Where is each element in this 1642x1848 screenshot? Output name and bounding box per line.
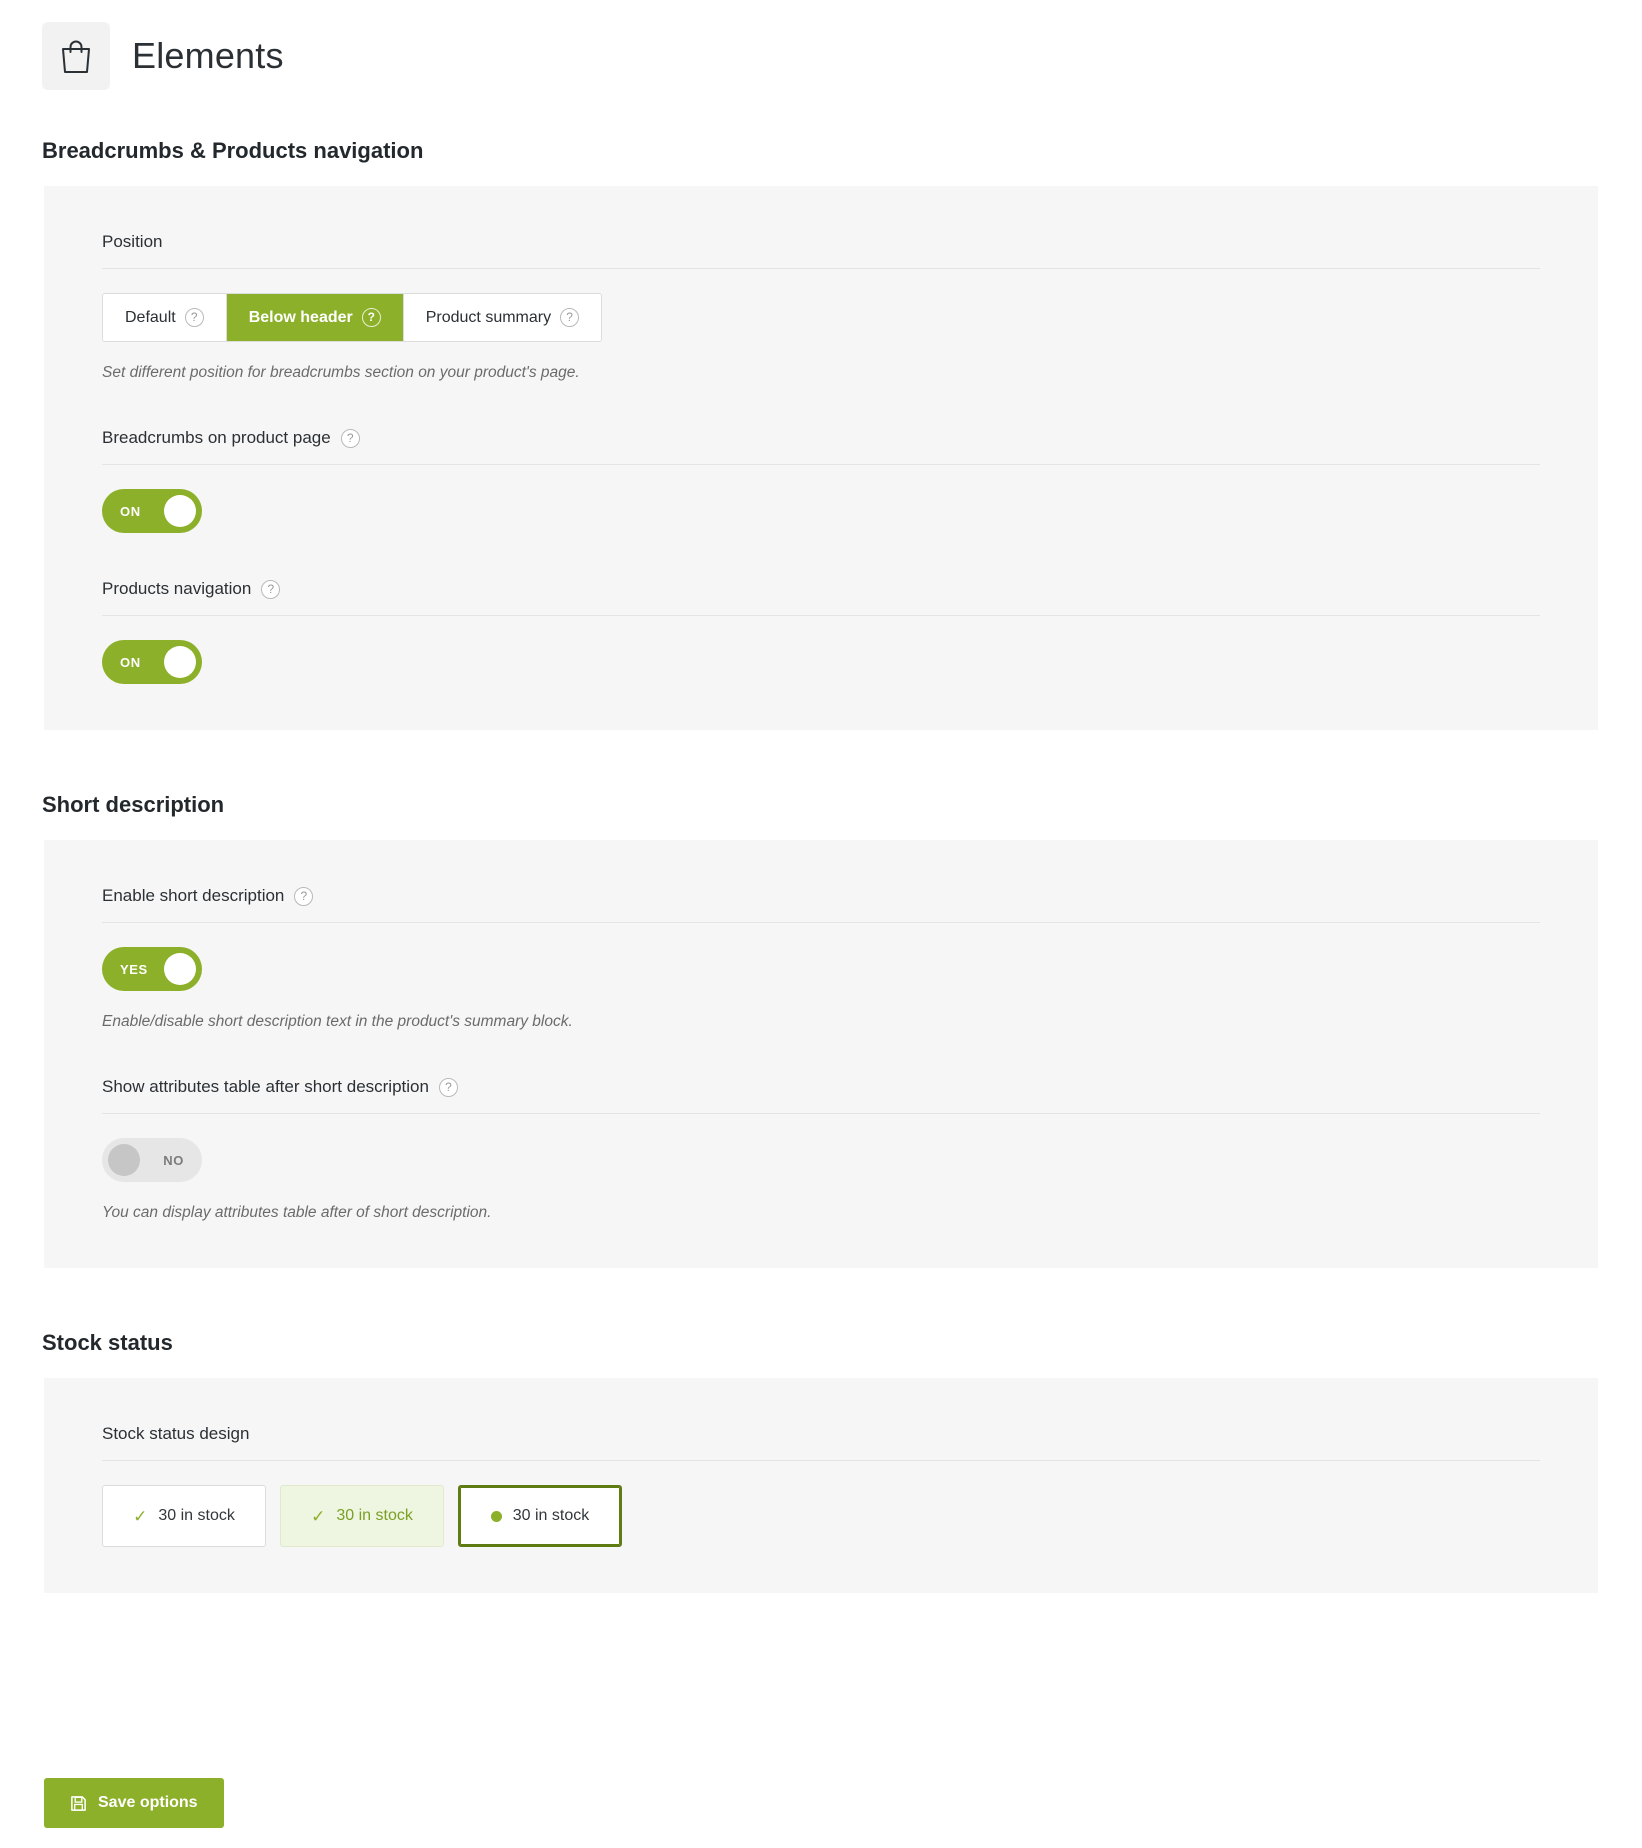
check-icon: ✓ [311, 1506, 326, 1526]
option-label: Default [125, 308, 176, 326]
help-icon[interactable]: ? [261, 580, 280, 599]
save-bar [0, 1762, 1642, 1848]
toggle-state-label: YES [120, 961, 148, 977]
field-show-attributes-table [102, 1077, 1540, 1222]
toggle-knob [164, 495, 196, 527]
field-description-show-attributes-table: You can display attributes table after of short description. [102, 1204, 492, 1221]
toggle-enable-short-description[interactable] [102, 947, 202, 991]
stock-card-tinted-check[interactable] [280, 1485, 444, 1547]
toggle-knob [164, 953, 196, 985]
label-text: Breadcrumbs on product page [102, 428, 331, 447]
field-enable-short-description [102, 886, 1540, 1031]
help-icon[interactable]: ? [185, 308, 204, 327]
stock-card-label: 30 in stock [512, 1507, 590, 1524]
shopping-bag-icon [42, 22, 110, 90]
save-options-label: Save options [98, 1794, 198, 1811]
save-options-button[interactable] [44, 1778, 224, 1828]
field-breadcrumbs-on-product-page [102, 428, 1540, 533]
field-label-products-navigation [102, 579, 1540, 616]
position-option-below-header[interactable] [227, 294, 404, 341]
option-label: Below header [248, 308, 353, 326]
spacer [0, 1593, 1642, 1723]
section-title-breadcrumbs: Breadcrumbs & Products navigation [42, 138, 424, 163]
field-products-navigation [102, 579, 1540, 684]
stock-card-label: 30 in stock [336, 1507, 413, 1524]
section-title-short-description: Short description [42, 792, 225, 817]
label-text: Stock status design [102, 1424, 250, 1443]
label-text: Position [102, 232, 163, 251]
panel-short-description [44, 840, 1598, 1268]
stock-card-label: 30 in stock [158, 1507, 235, 1524]
field-label-stock-status-design [102, 1424, 1540, 1461]
help-icon[interactable]: ? [362, 308, 381, 327]
toggle-knob [108, 1144, 140, 1176]
stock-status-design-options[interactable] [102, 1485, 1540, 1547]
help-icon[interactable]: ? [439, 1078, 458, 1097]
page-title: Elements [132, 35, 284, 76]
check-icon: ✓ [133, 1506, 148, 1526]
field-label-enable-short-description [102, 886, 1540, 923]
field-position [102, 232, 1540, 382]
label-text: Show attributes table after short description [102, 1077, 429, 1096]
field-description-enable-short-description: Enable/disable short description text in the product's summary block. [102, 1013, 573, 1030]
page-header [0, 0, 1642, 108]
field-stock-status-design [102, 1424, 1540, 1547]
toggle-products-navigation[interactable] [102, 640, 202, 684]
dot-icon [491, 1511, 502, 1522]
field-label-position [102, 232, 1540, 269]
field-label-breadcrumbs-on-product-page [102, 428, 1540, 465]
help-icon[interactable]: ? [294, 887, 313, 906]
panel-breadcrumbs [44, 186, 1598, 730]
toggle-state-label: ON [120, 503, 141, 519]
stock-card-plain-check[interactable] [102, 1485, 266, 1547]
label-text: Products navigation [102, 579, 252, 598]
position-button-group[interactable] [102, 293, 602, 342]
panel-stock-status [44, 1378, 1598, 1593]
label-text: Enable short description [102, 886, 285, 905]
help-icon[interactable]: ? [560, 308, 579, 327]
toggle-state-label: NO [163, 1152, 184, 1168]
option-label: Product summary [425, 308, 552, 326]
field-description-position: Set different position for breadcrumbs section on your product's page. [102, 364, 580, 381]
section-title-stock-status: Stock status [42, 1330, 173, 1355]
stock-card-dot-selected[interactable] [458, 1485, 622, 1547]
toggle-knob [164, 646, 196, 678]
help-icon[interactable]: ? [341, 429, 360, 448]
field-label-show-attributes-table [102, 1077, 1540, 1114]
position-option-default[interactable] [103, 294, 227, 341]
toggle-state-label: ON [120, 654, 141, 670]
floppy-disk-icon [70, 1795, 87, 1812]
position-option-product-summary[interactable] [404, 294, 601, 341]
toggle-show-attributes-table[interactable] [102, 1138, 202, 1182]
toggle-breadcrumbs-on-product-page[interactable] [102, 489, 202, 533]
